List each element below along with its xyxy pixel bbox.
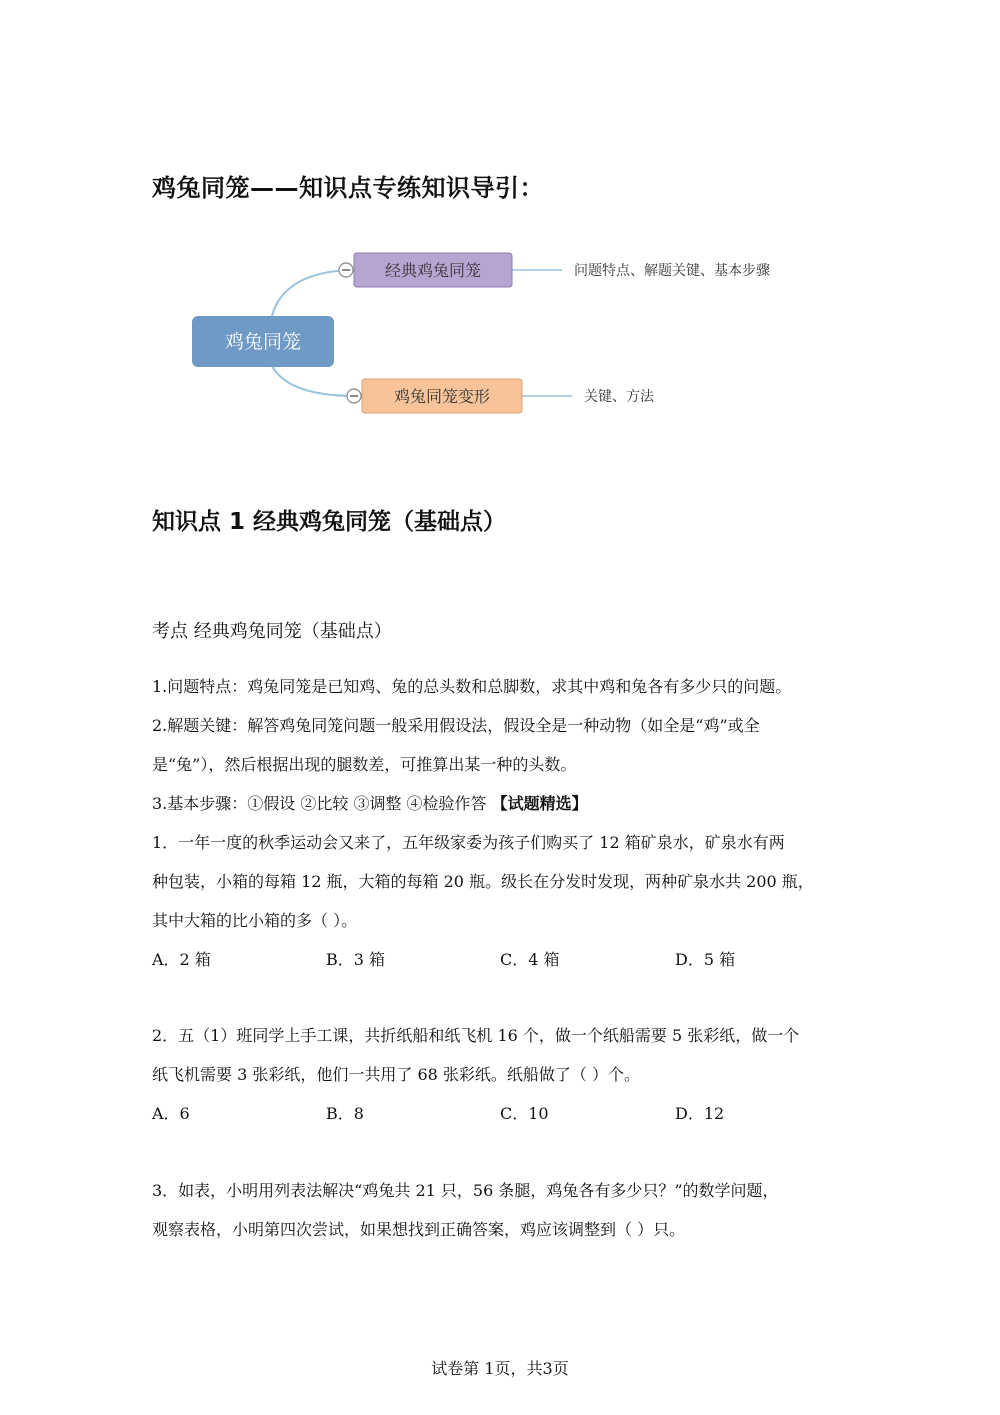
question-1-option-c[interactable]: C．4 箱 — [500, 950, 560, 969]
question-3-line-1: 3．如表，小明用列表法解决“鸡兔共 21 只，56 条腿，鸡兔各有多少只？”的数学问题， — [152, 1181, 779, 1200]
question-1-option-d[interactable]: D．5 箱 — [675, 950, 736, 969]
question-2-line-1: 2．五（1）班同学上手工课，共折纸船和纸飞机 16 个，做一个纸船需要 5 张彩纸，做一个 — [152, 1026, 800, 1045]
kaodian-heading: 考点 经典鸡兔同笼（基础点） — [152, 621, 392, 642]
point-2-line-1: 2.解题关键：解答鸡兔同笼问题一般采用假设法，假设全是一种动物（如全是“鸡”或全 — [152, 716, 760, 735]
point-1: 1.问题特点：鸡兔同笼是已知鸡、兔的总头数和总脚数，求其中鸡和兔各有多少只的问题。 — [152, 677, 792, 696]
root-node-label: 鸡兔同笼 — [224, 331, 302, 353]
branch-node-variant-label: 鸡兔同笼变形 — [393, 387, 491, 406]
question-3-line-2: 观察表格，小明第四次尝试，如果想找到正确答案，鸡应该调整到（ ）只。 — [152, 1220, 686, 1239]
question-2-option-b[interactable]: B．8 — [326, 1104, 364, 1123]
document-title: 鸡兔同笼——知识点专练知识导引： — [152, 174, 544, 202]
connector-upper — [272, 270, 348, 316]
question-2-option-a[interactable]: A．6 — [152, 1104, 190, 1123]
question-1-line-2: 种包装，小箱的每箱 12 瓶，大箱的每箱 20 瓶。级长在分发时发现，两种矿泉水共 200 瓶， — [152, 872, 814, 891]
question-1-line-3: 其中大箱的比小箱的多（ ）。 — [152, 911, 358, 930]
question-1-option-a[interactable]: A．2 箱 — [152, 950, 211, 969]
page-footer: 试卷第 1页，共3页 — [431, 1359, 569, 1378]
mind-map — [150, 240, 850, 430]
question-2-option-c[interactable]: C．10 — [500, 1104, 549, 1123]
question-2-line-2: 纸飞机需要 3 张彩纸，他们一共用了 68 张彩纸。纸船做了（ ）个。 — [152, 1065, 640, 1084]
point-2-line-2: 是“兔”），然后根据出现的腿数差，可推算出某一种的头数。 — [152, 755, 577, 774]
branch-note-variant: 关键、方法 — [584, 389, 654, 405]
point-3-text: 3.基本步骤：①假设 ②比较 ③调整 ④检验作答 — [152, 794, 487, 813]
question-1-option-b[interactable]: B．3 箱 — [326, 950, 386, 969]
question-2-option-d[interactable]: D．12 — [675, 1104, 725, 1123]
section-title: 知识点 1 经典鸡兔同笼（基础点） — [152, 509, 507, 535]
branch-note-classic: 问题特点、解题关键、基本步骤 — [574, 263, 770, 279]
point-3-bold: 【试题精选】 — [491, 794, 588, 813]
connector-lower — [272, 366, 356, 396]
point-3 — [152, 791, 588, 814]
branch-node-classic-label: 经典鸡兔同笼 — [384, 261, 482, 280]
question-1-line-1: 1．一年一度的秋季运动会又来了，五年级家委为孩子们购买了 12 箱矿泉水，矿泉水有两 — [152, 833, 785, 852]
